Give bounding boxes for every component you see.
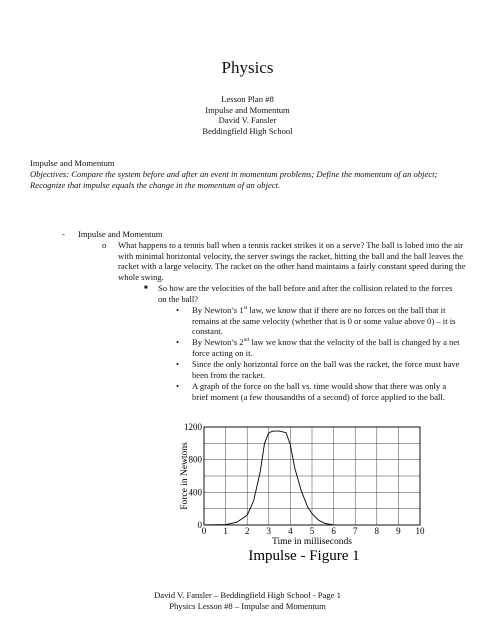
section-heading: Impulse and Momentum xyxy=(30,158,115,168)
x-tick-label: 0 xyxy=(201,526,207,536)
outline-level4-item-3: Since the only horizontal force on the ball was the racket, the force must have been from the racket. xyxy=(192,359,460,380)
y-tick-label: 400 xyxy=(188,487,202,498)
school-name: Beddingfield High School xyxy=(202,125,293,136)
x-tick-label: 7 xyxy=(352,526,358,536)
impulse-chart-svg xyxy=(178,421,438,571)
impulse-chart xyxy=(178,421,438,571)
x-tick-label: 3 xyxy=(266,526,272,536)
dash-marker: - xyxy=(62,229,65,239)
circle-marker: o xyxy=(102,240,107,250)
y-axis-label: Force in Newtons xyxy=(180,442,190,510)
author-name: David V. Fansler xyxy=(218,115,277,126)
outline-level4-item-4: A graph of the force on the ball vs. time would show that there was only a brief moment (a few thousandths of a second) of force applied to the ball. xyxy=(192,381,447,402)
y-tick-label: 0 xyxy=(197,520,202,530)
lesson-header xyxy=(0,94,495,136)
x-tick-label: 2 xyxy=(244,526,250,536)
x-tick-label: 8 xyxy=(374,526,380,536)
outline-level1-text: Impulse and Momentum xyxy=(78,229,163,239)
x-tick-label: 1 xyxy=(223,526,228,536)
objectives-text: Objectives: Compare the system before and after an event in momentum problems; Define the momentum of an object; Recognize that impulse equals the change in the momentum of an object. xyxy=(30,169,438,190)
x-tick-label: 9 xyxy=(396,526,401,536)
x-tick-label: 4 xyxy=(288,526,293,536)
bullet-marker: • xyxy=(176,359,180,369)
footer-line-1: David V. Fansler – Beddingfield High School - Page 1 xyxy=(154,590,341,600)
outline-level4-item-2: By Newton’s 2nd law we know that the velocity of the ball is changed by a net force acting on it. xyxy=(192,337,460,358)
outline-level4-item-1: By Newton’s 1st law, we know that if there are no forces on the ball that it remains at the same velocity (whether that is 0 or some value above 0) – it is constant. xyxy=(192,305,456,337)
x-tick-label: 5 xyxy=(309,526,315,536)
x-tick-label: 6 xyxy=(331,526,336,536)
lesson-topic: Impulse and Momentum xyxy=(205,104,290,115)
footer-line-2: Physics Lesson #8 – Impulse and Momentum xyxy=(169,600,326,611)
chart-title: Impulse - Figure 1 xyxy=(248,548,360,564)
y-tick-label: 800 xyxy=(188,454,202,465)
y-tick-label: 1200 xyxy=(184,422,202,432)
document-title: Physics xyxy=(221,58,274,77)
outline-level2-text: What happens to a tennis ball when a tennis racket strikes it on a serve? The ball is lobed into the air with minimal horizontal velocity, the server swings the racket, hitting the ball and the ball leaves the racket with a large velocity. The racket on the other hand maintains a fairly constant speed during the whole swing. xyxy=(118,240,466,282)
page-footer xyxy=(0,590,495,611)
square-marker: ■ xyxy=(144,285,148,291)
bullet-marker: • xyxy=(176,337,180,347)
lesson-number: Lesson Plan #8 xyxy=(221,94,274,104)
x-tick-label: 10 xyxy=(415,526,425,536)
outline-level3-text: So how are the velocities of the ball before and after the collision related to the forces on the ball? xyxy=(158,283,453,304)
x-axis-label: Time in milliseconds xyxy=(272,537,352,547)
bullet-marker: • xyxy=(176,381,180,391)
bullet-marker: • xyxy=(176,305,180,315)
